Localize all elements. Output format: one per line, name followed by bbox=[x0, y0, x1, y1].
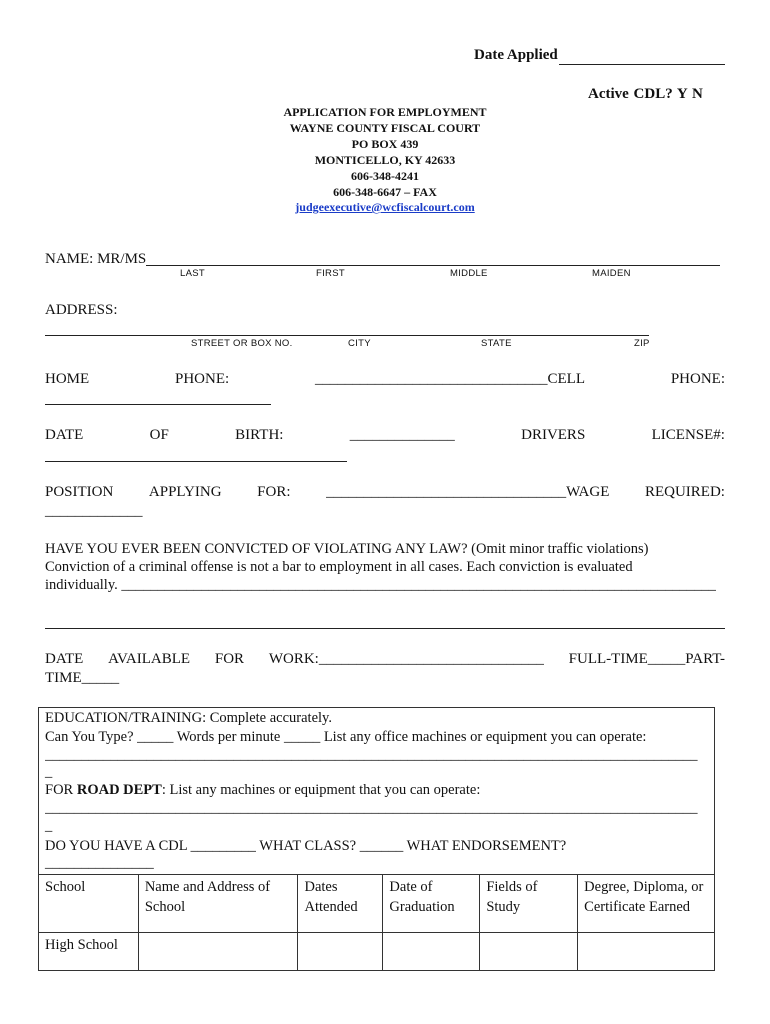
row-degree-cell[interactable] bbox=[578, 933, 715, 971]
license-field[interactable] bbox=[45, 461, 347, 462]
dob-word-drivers: DRIVERS bbox=[521, 427, 586, 443]
row-graduation-cell[interactable] bbox=[383, 933, 480, 971]
position-row bbox=[45, 484, 725, 501]
avail-word-date: DATE bbox=[45, 651, 84, 667]
dob-word-license: LICENSE#: bbox=[651, 427, 725, 443]
org-phone: 606-348-4241 bbox=[351, 169, 419, 183]
road-dept-bold: ROAD DEPT bbox=[76, 782, 162, 798]
date-applied-label: Date Applied bbox=[474, 47, 558, 63]
name-sub-first: FIRST bbox=[316, 268, 345, 279]
phone-word-cell-phone: PHONE: bbox=[670, 371, 725, 387]
phone-word-phone: PHONE: bbox=[175, 371, 230, 387]
avail-parttime-field[interactable]: TIME_____ bbox=[45, 670, 120, 686]
position-word-position: POSITION bbox=[45, 484, 114, 500]
wage-field[interactable]: _____________ bbox=[45, 503, 143, 519]
conviction-note: Conviction of a criminal offense is not a bar to employment in all cases. Each conviction is evaluated bbox=[45, 559, 633, 575]
table-row bbox=[39, 933, 715, 971]
name-field[interactable] bbox=[146, 265, 720, 266]
conviction-question: HAVE YOU EVER BEEN CONVICTED OF VIOLATING ANY LAW? (Omit minor traffic violations) bbox=[45, 541, 649, 557]
cdl-endorsement-field[interactable]: _______________ bbox=[45, 855, 154, 871]
position-field[interactable]: ________________________________WAGE bbox=[326, 484, 610, 500]
position-word-for: FOR: bbox=[257, 484, 291, 500]
dob-word-birth: BIRTH: bbox=[235, 427, 284, 443]
road-dept-rest: : List any machines or equipment that you can operate: bbox=[161, 782, 481, 798]
dob-word-date: DATE bbox=[45, 427, 84, 443]
office-machines-field-tail: _ bbox=[45, 764, 53, 780]
dob-field[interactable]: ______________ bbox=[349, 427, 455, 443]
home-phone-field[interactable] bbox=[45, 404, 271, 405]
road-dept-question bbox=[45, 782, 480, 799]
conviction-answer-field[interactable]: individually. __________________________________________________________________________________ bbox=[45, 577, 716, 593]
avail-date-field[interactable]: WORK:______________________________ bbox=[268, 651, 544, 667]
cdl-question[interactable]: DO YOU HAVE A CDL _________ WHAT CLASS? ______ WHAT ENDORSEMENT? bbox=[45, 838, 567, 854]
date-applied-field[interactable] bbox=[559, 64, 725, 65]
position-word-required: REQUIRED: bbox=[644, 484, 725, 500]
road-machines-field-tail: _ bbox=[45, 818, 53, 834]
address-sub-street: STREET OR BOX NO. bbox=[191, 338, 293, 349]
active-cdl-question: Active CDL? Y N bbox=[588, 86, 703, 102]
phone-row bbox=[45, 371, 725, 388]
col-name-address: Name and Address of School bbox=[138, 875, 298, 933]
name-sub-last: LAST bbox=[180, 268, 205, 279]
dob-word-of: OF bbox=[149, 427, 169, 443]
address-sub-zip: ZIP bbox=[634, 338, 650, 349]
road-machines-field[interactable]: __________________________________________________________________________________________ bbox=[45, 800, 698, 816]
col-graduation-date: Date of Graduation bbox=[383, 875, 480, 933]
address-field[interactable] bbox=[45, 335, 649, 336]
org-city: MONTICELLO, KY 42633 bbox=[314, 153, 456, 167]
col-degree: Degree, Diploma, or Certificate Earned bbox=[578, 875, 715, 933]
typing-question[interactable]: Can You Type? _____ Words per minute _____ List any office machines or equipment you can operate: bbox=[45, 729, 647, 745]
col-dates-attended: Dates Attended bbox=[298, 875, 383, 933]
address-sub-state: STATE bbox=[481, 338, 512, 349]
avail-fulltime-field[interactable]: FULL-TIME_____PART- bbox=[568, 651, 725, 667]
dob-row bbox=[45, 427, 725, 444]
position-word-applying: APPLYING bbox=[148, 484, 222, 500]
phone-word-home: HOME bbox=[45, 371, 90, 387]
road-dept-prefix: FOR bbox=[45, 782, 77, 798]
org-email-row bbox=[0, 200, 770, 216]
org-fax: 606-348-6647 – FAX bbox=[333, 185, 437, 199]
row-school-label: High School bbox=[39, 933, 139, 971]
form-title: APPLICATION FOR EMPLOYMENT bbox=[283, 105, 487, 119]
col-fields-of-study: Fields of Study bbox=[480, 875, 578, 933]
name-sub-middle: MIDDLE bbox=[450, 268, 488, 279]
phone-word-cell[interactable]: _______________________________CELL bbox=[315, 371, 585, 387]
education-heading: EDUCATION/TRAINING: Complete accurately. bbox=[45, 710, 332, 726]
name-sub-maiden: MAIDEN bbox=[592, 268, 631, 279]
address-sub-city: CITY bbox=[348, 338, 371, 349]
org-email-link[interactable]: judgeexecutive@wcfiscalcourt.com bbox=[295, 200, 475, 214]
row-name-address-cell[interactable] bbox=[138, 933, 298, 971]
education-table bbox=[38, 874, 715, 971]
avail-word-available: AVAILABLE bbox=[108, 651, 191, 667]
org-name: WAYNE COUNTY FISCAL COURT bbox=[289, 121, 481, 135]
office-machines-field[interactable]: __________________________________________________________________________________________ bbox=[45, 747, 698, 763]
row-fields-cell[interactable] bbox=[480, 933, 578, 971]
education-table-header bbox=[39, 875, 715, 933]
name-label: NAME: MR/MS bbox=[45, 251, 147, 267]
availability-row bbox=[45, 651, 725, 668]
row-dates-cell[interactable] bbox=[298, 933, 383, 971]
conviction-extra-line[interactable] bbox=[45, 628, 725, 629]
org-po-box: PO BOX 439 bbox=[351, 137, 419, 151]
avail-word-for: FOR bbox=[214, 651, 245, 667]
col-school: School bbox=[39, 875, 139, 933]
address-label: ADDRESS: bbox=[45, 302, 118, 318]
